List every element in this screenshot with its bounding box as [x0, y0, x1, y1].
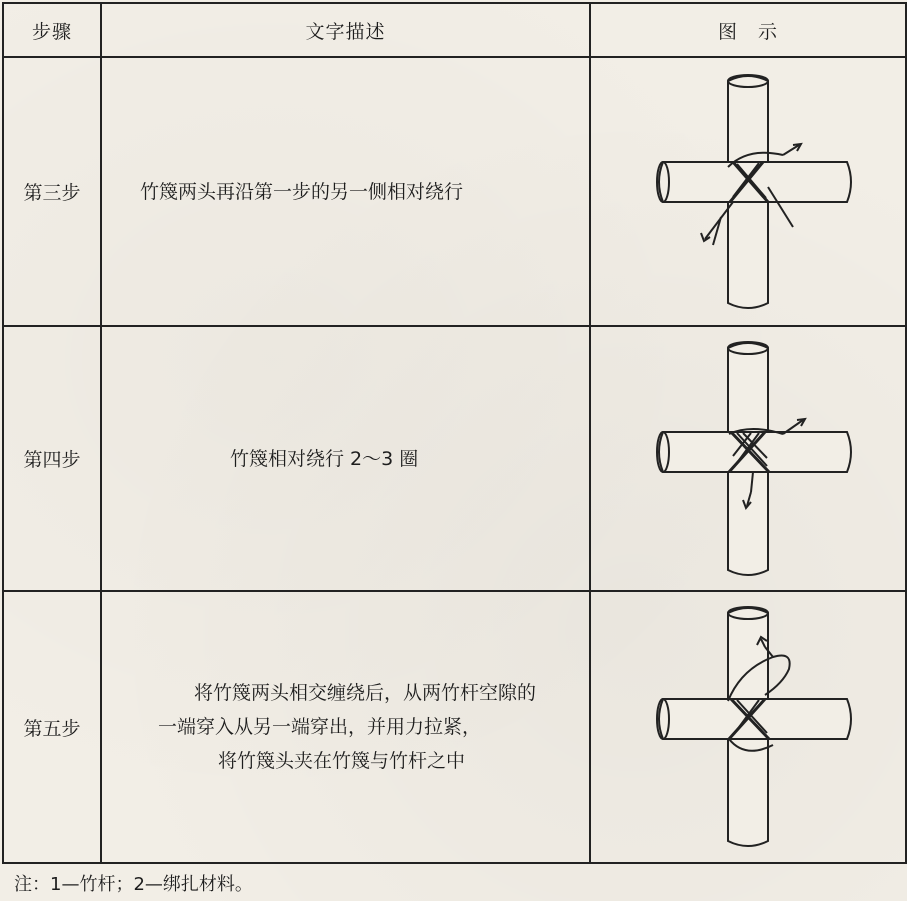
- figure-cell: [590, 326, 906, 591]
- description-line: 将竹篾头夹在竹篾与竹杆之中: [218, 750, 466, 772]
- binding-diagram-step3: [633, 67, 863, 317]
- step-label: 第五步: [3, 591, 101, 863]
- description-line: 竹篾两头再沿第一步的另一侧相对绕行: [140, 180, 464, 203]
- description-cell: [101, 591, 590, 863]
- table-row: [3, 591, 906, 863]
- header-figure: 图 示: [590, 3, 906, 57]
- steps-table: [2, 2, 907, 864]
- description-line: 一端穿入从另一端穿出，并用力拉紧，: [158, 716, 482, 738]
- header-description: 文字描述: [101, 3, 590, 57]
- description-cell: [101, 326, 590, 591]
- binding-diagram-step4: [633, 334, 863, 584]
- binding-diagram-step5: [633, 599, 863, 855]
- header-step: 步骤: [3, 3, 101, 57]
- description-line: 将竹篾两头相交缠绕后，从两竹杆空隙的: [194, 682, 537, 704]
- table-note: 注：1—竹杆；2—绑扎材料。: [14, 874, 253, 895]
- description-cell: [101, 57, 590, 326]
- description-line: 竹篾相对绕行 2～3 圈: [230, 447, 419, 470]
- table-row: [3, 326, 906, 591]
- figure-cell: [590, 591, 906, 863]
- figure-cell: [590, 57, 906, 326]
- table-row: [3, 57, 906, 326]
- step-label: 第四步: [3, 326, 101, 591]
- header-row: [3, 3, 906, 57]
- step-label: 第三步: [3, 57, 101, 326]
